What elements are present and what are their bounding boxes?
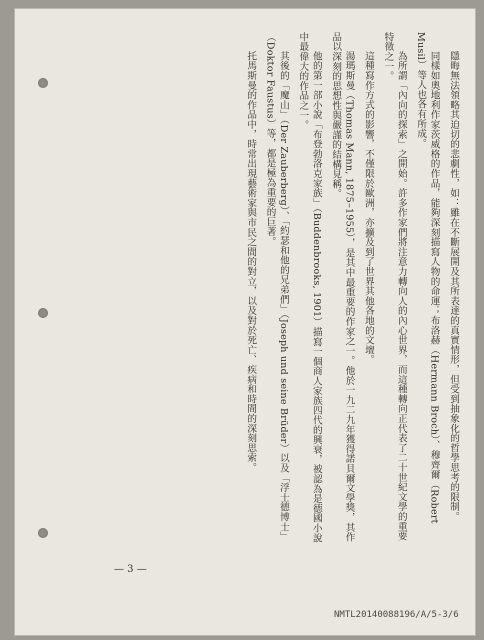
archive-stamp: NMTL20140088196/A/5-3/6 <box>334 610 459 620</box>
paragraph: 湯瑪斯曼（Thomas Mann, 1875–1955），是其中最重要的作家之一。他於一九二九年獲得諾貝爾文學獎，其作品以深刻的思想性與嚴謹的結構見稱。 <box>330 32 355 543</box>
binding-hole <box>38 308 48 318</box>
paragraph: 為所謂「內向的探索」之開始。許多作家們將注意力轉向人的內心世界，而這種轉向正代表了二十世紀文學的重要特徵之一。 <box>382 32 407 542</box>
paragraph: 托馬斯曼的作品中，時常出現藝術家與市民之間的對立，以及對於死亡、疾病和時間的深刻思索。 <box>245 51 257 473</box>
paragraph: 他的第一部小說「布登勃洛克家族」（Buddenbrooks, 1901）描寫一個商人家族四代的興衰，被認為是德國小說中最偉大的作品之一。 <box>297 32 322 543</box>
paragraph: 這種寫作方式的影響，不僅限於歐洲，亦擴及到了世界其他各地的文壇。 <box>362 51 374 365</box>
binding-hole <box>38 528 48 538</box>
document-page <box>14 8 476 636</box>
paragraph: 其後的「魔山」（Der Zauberberg）、「約瑟和他的兄弟們」（Joseph und seine Brüder）以及「浮士德博士」（Doktor Faustus）等，都是極為重要的巨著。 <box>264 32 289 542</box>
page-number: — 3 — <box>114 564 147 575</box>
paragraph: 隱晦無法領略其迫切的悲劇性，如：雖在不斷展開及其所表達的真實情形，但受到抽象化的哲學思考的限制。 <box>448 51 459 522</box>
binding-hole <box>38 78 48 88</box>
vertical-text-body <box>56 32 460 544</box>
paragraph: 同樣如奧地利作家茨威格的作品，能夠深刻描寫人物的命運；布洛赫（Hermann Broch）、穆齊爾（Robert Musil）等人也各有所成。 <box>415 32 440 524</box>
